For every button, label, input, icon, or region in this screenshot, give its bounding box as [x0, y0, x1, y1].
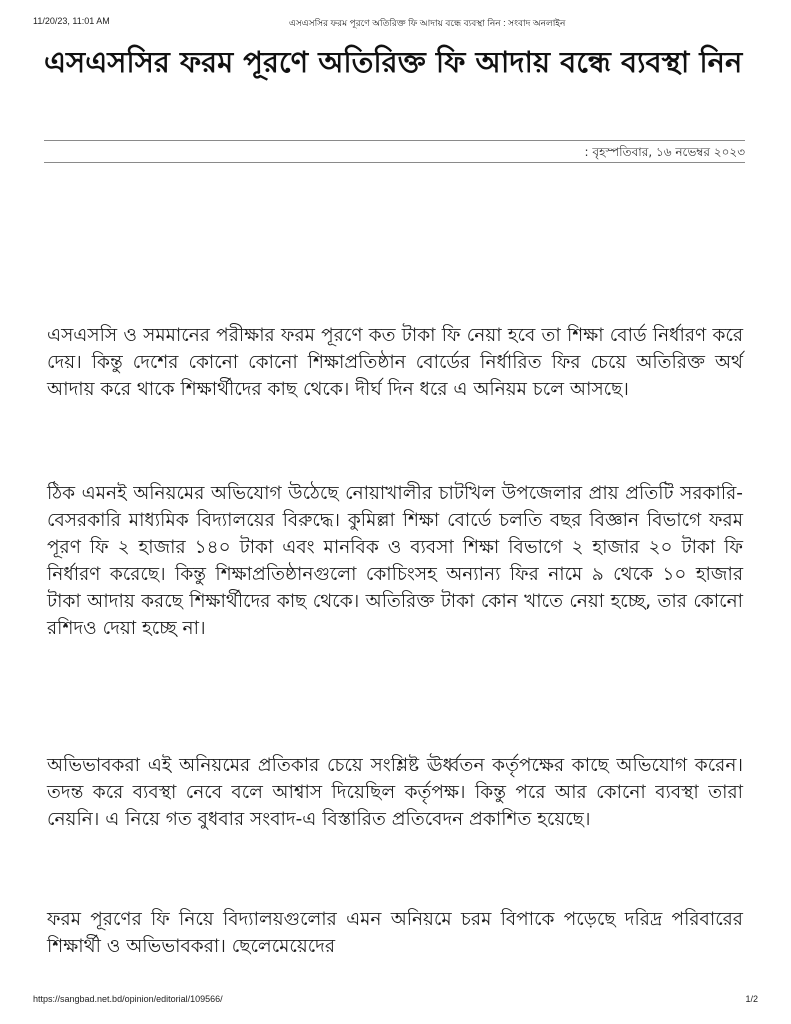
top-divider [44, 140, 745, 141]
article-paragraph-2: ঠিক এমনই অনিয়মের অভিযোগ উঠেছে নোয়াখালীর চাটখিল উপজেলার প্রায় প্রতিটি সরকারি-বেসরকারি মাধ্যমিক বিদ্যালয়ের বিরুদ্ধে। কুমিল্লা শিক্ষা বোর্ডে চলতি বছর বিজ্ঞান বিভাগে ফরম পূরণ ফি ২ হাজার ১৪০ টাকা এবং মানবিক ও ব্যবসা শিক্ষা বিভাগে ২ হাজার ২০ টাকা ফি নির্ধারণ করেছে। কিন্তু শিক্ষাপ্রতিষ্ঠানগুলো কোচিংসহ অন্যান্য ফির নামে ৯ থেকে ১০ হাজার টাকা আদায় করছে শিক্ষার্থীদের কাছ থেকে। অতিরিক্ত টাকা কোন খাতে নেয়া হচ্ছে, তার কোনো রশিদও দেয়া হচ্ছে না। [47, 483, 743, 639]
print-page-title: এসএসসির ফরম পূরণে অতিরিক্ত ফি আদায় বন্ধে ব্যবস্থা নিন : সংবাদ অনলাইন [289, 18, 566, 28]
print-url[interactable]: https://sangbad.net.bd/opinion/editorial/109566/ [33, 994, 223, 1004]
article-paragraph-4: ফরম পূরণের ফি নিয়ে বিদ্যালয়গুলোর এমন অনিয়মে চরম বিপাকে পড়েছে দরিদ্র পরিবারের শিক্ষার্থী ও অভিভাবকরা। ছেলেমেয়েদের [47, 909, 743, 957]
bottom-divider [44, 162, 745, 163]
article-headline: এসএসসির ফরম পূরণে অতিরিক্ত ফি আদায় বন্ধে ব্যবস্থা নিন [44, 45, 743, 79]
article-paragraph-3: অভিভাবকরা এই অনিয়মের প্রতিকার চেয়ে সংশ্লিষ্ট ঊর্ধ্বতন কর্তৃপক্ষের কাছে অভিযোগ করেন। তদন্ত করে ব্যবস্থা নেবে বলে আশ্বাস দিয়েছিল কর্তৃপক্ষ। কিন্তু পরে আর কোনো ব্যবস্থা তারা নেয়নি। এ নিয়ে গত বুধবার সংবাদ-এ বিস্তারিত প্রতিবেদন প্রকাশিত হয়েছে। [47, 755, 743, 830]
print-page-number: 1/2 [745, 994, 758, 1004]
print-header [33, 16, 758, 30]
print-footer [33, 994, 758, 1008]
article-dateline: : বৃহস্পতিবার, ১৬ নভেম্বর ২০২৩ [584, 145, 745, 159]
print-datetime: 11/20/23, 11:01 AM [33, 16, 110, 26]
article-paragraph-1: এসএসসি ও সমমানের পরীক্ষার ফরম পূরণে কত টাকা ফি নেয়া হবে তা শিক্ষা বোর্ড নির্ধারণ করে দেয়। কিন্তু দেশের কোনো কোনো শিক্ষাপ্রতিষ্ঠান বোর্ডের নির্ধারিত ফির চেয়ে অতিরিক্ত অর্থ আদায় করে থাকে শিক্ষার্থীদের কাছ থেকে। দীর্ঘ দিন ধরে এ অনিয়ম চলে আসছে। [47, 325, 743, 400]
